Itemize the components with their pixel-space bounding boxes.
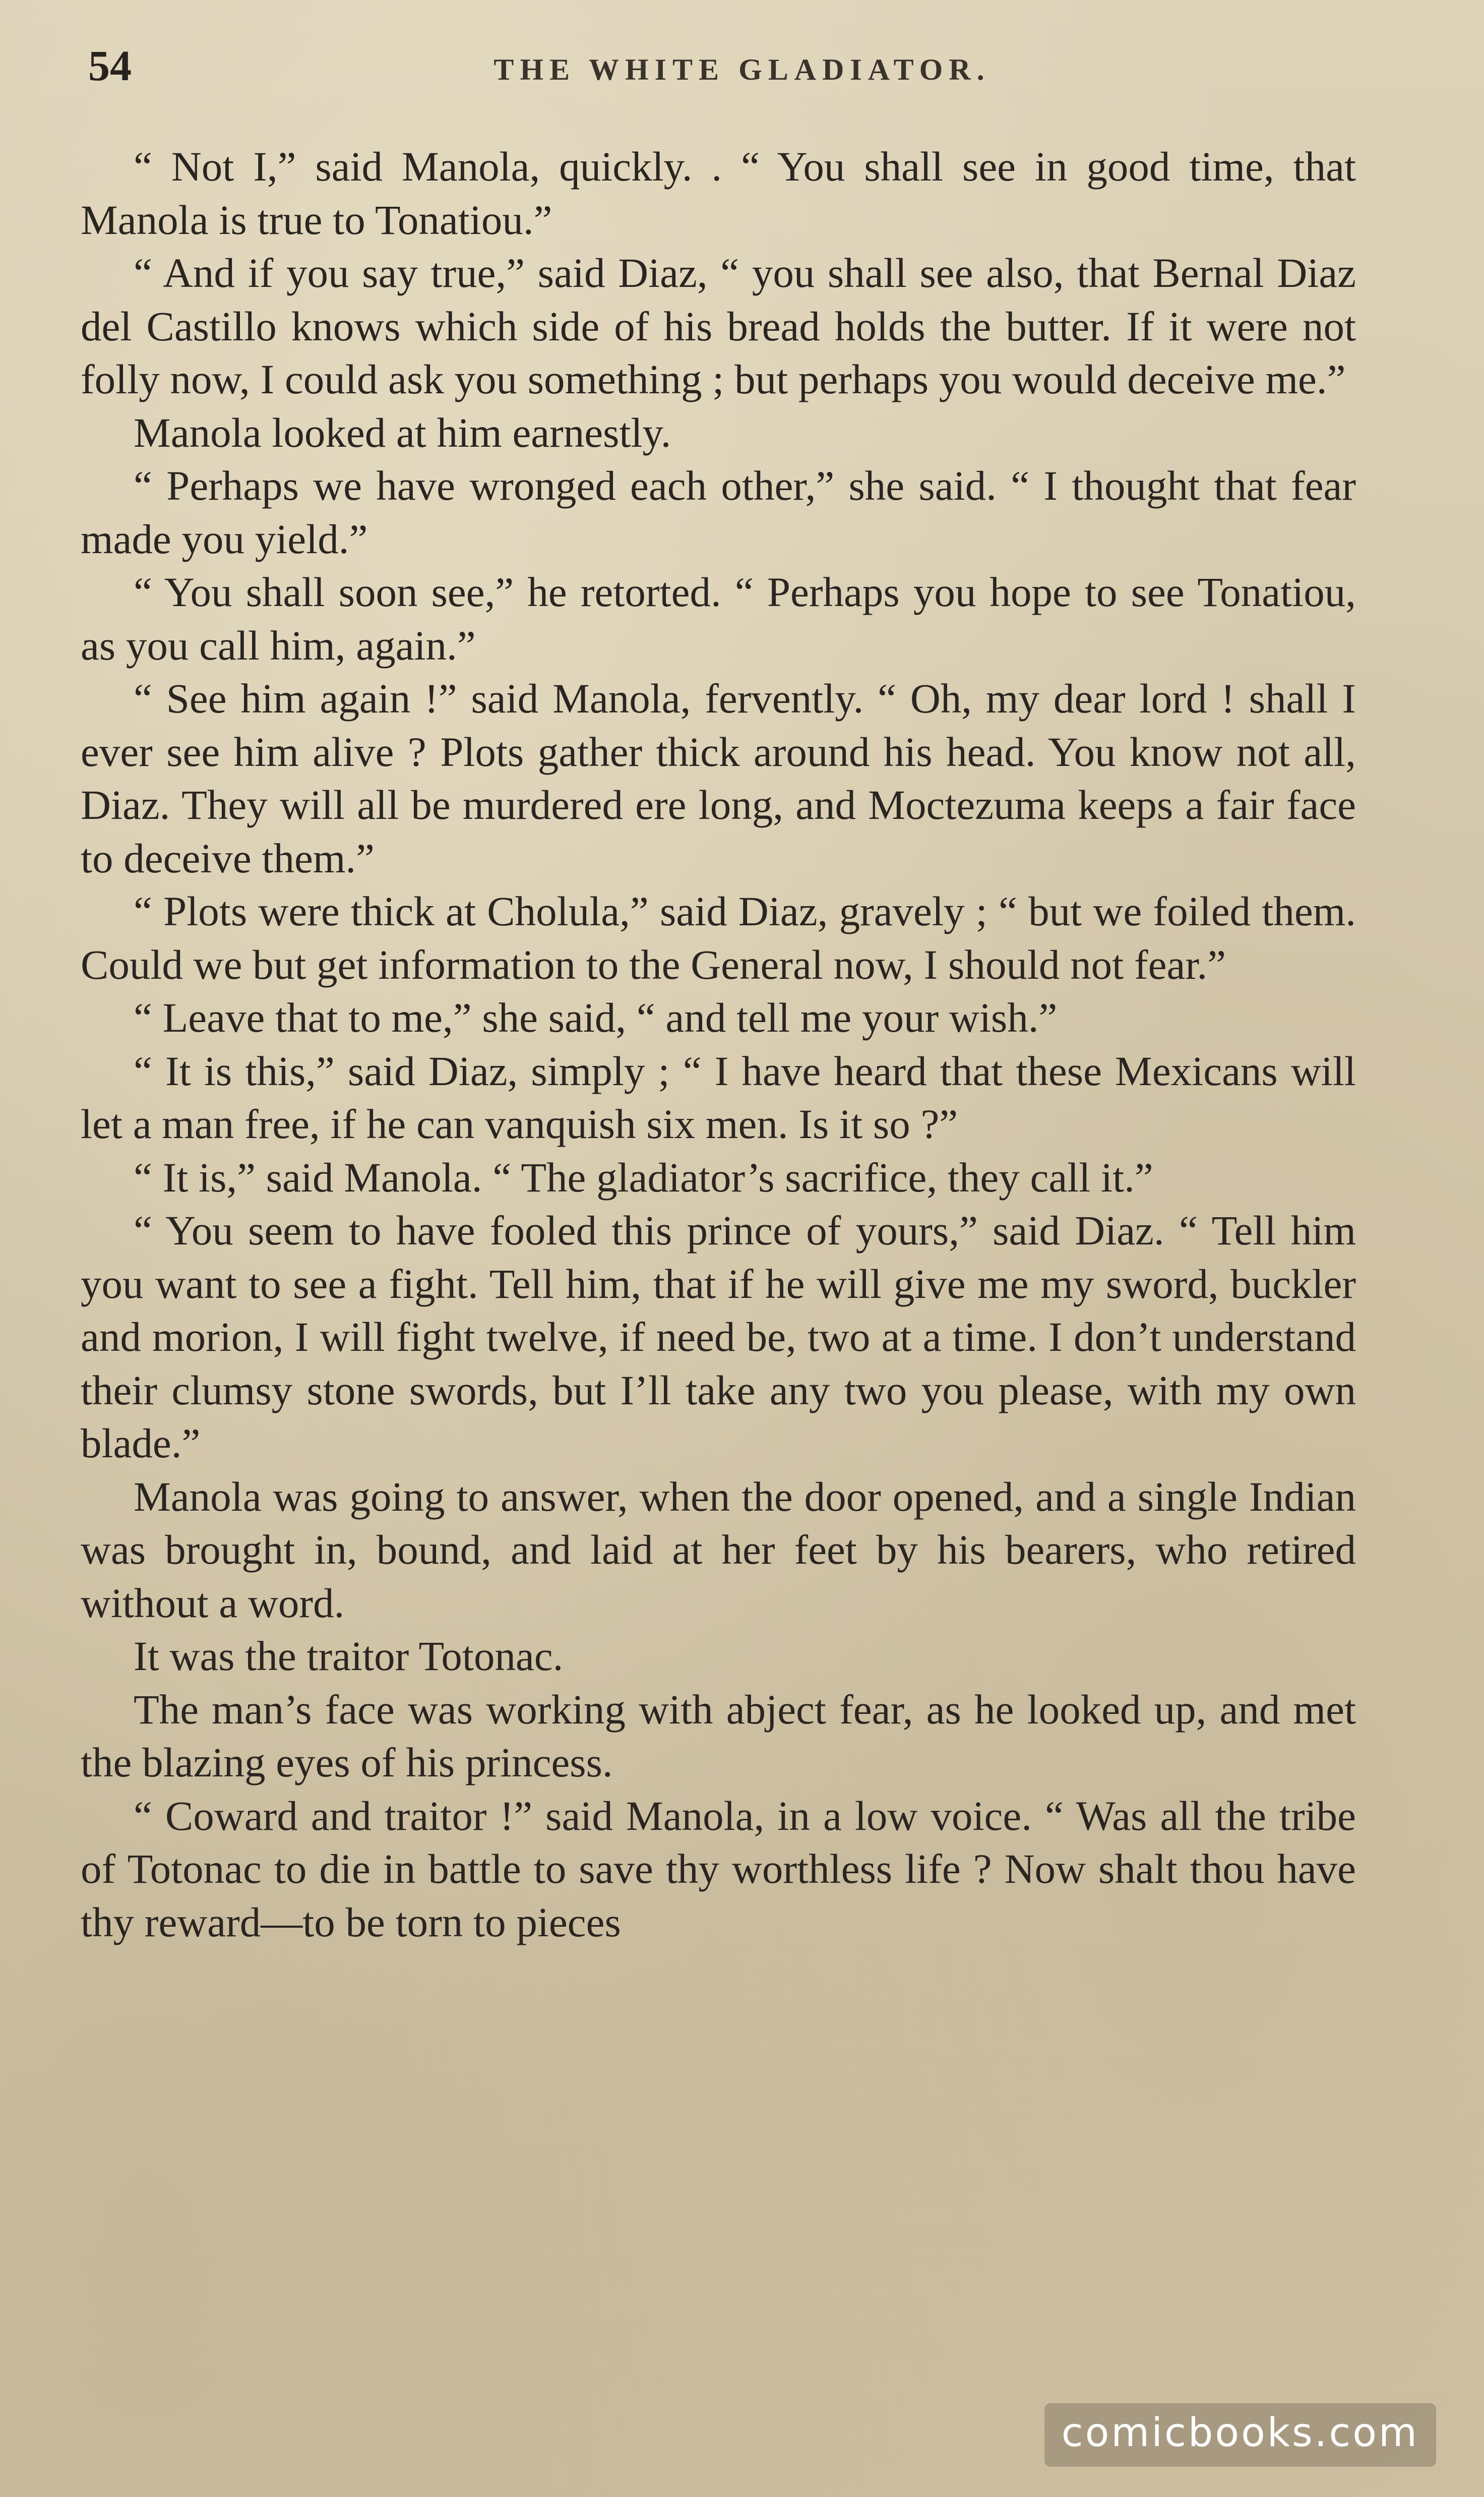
paragraph: “ Coward and traitor !” said Manola, in a low voice. “ Was all the tribe of Totonac to die in battle to save thy worthless life ? Now shalt thou have thy reward—to be torn to pieces: [81, 1792, 1356, 1945]
paragraph: “ Leave that to me,” she said, “ and tell me your wish.”: [134, 994, 1058, 1041]
body-text: [81, 140, 1356, 1949]
paragraph: The man’s face was working with abject fear, as he looked up, and met the blazing eyes of his princess.: [81, 1686, 1356, 1786]
paragraph: “ See him again !” said Manola, fervently. “ Oh, my dear lord ! shall I ever see him alive ? Plots gather thick around his head. You know not all, Diaz. They will all be murdered ere long, and Moctezuma keeps a fair face to deceive them.”: [81, 675, 1356, 881]
running-head: THE WHITE GLADIATOR.: [493, 53, 991, 86]
paragraph: “ You seem to have fooled this prince of yours,” said Diaz. “ Tell him you want to see a fight. Tell him, that if he will give me my sword, buckler and morion, I will fight twelve, if need be, two at a time. I don’t understand their clumsy stone swords, but I’ll take any two you please, with my own blade.”: [81, 1207, 1356, 1466]
paragraph: “ Perhaps we have wronged each other,” she said. “ I thought that fear made you yield.”: [81, 462, 1356, 562]
watermark: comicbooks.com: [1044, 2403, 1436, 2467]
page-header: [0, 35, 1484, 101]
paragraph: It was the traitor Totonac.: [134, 1633, 564, 1679]
page-number: 54: [88, 41, 132, 90]
paragraph: “ You shall soon see,” he retorted. “ Perhaps you hope to see Tonatiou, as you call him, again.”: [81, 569, 1356, 669]
paragraph: Manola looked at him earnestly.: [134, 409, 671, 456]
paragraph: “ And if you say true,” said Diaz, “ you shall see also, that Bernal Diaz del Castillo knows which side of his bread holds the butter. If it were not folly now, I could ask you something ; but perhaps you would deceive me.”: [81, 250, 1356, 402]
paragraph: “ Not I,” said Manola, quickly. . “ You shall see in good time, that Manola is true to Tonatiou.”: [81, 143, 1356, 243]
paragraph: Manola was going to answer, when the door opened, and a single Indian was brought in, bound, and laid at her feet by his bearers, who retired without a word.: [81, 1473, 1356, 1626]
paragraph: “ It is this,” said Diaz, simply ; “ I have heard that these Mexicans will let a man free, if he can vanquish six men. Is it so ?”: [81, 1047, 1356, 1147]
paragraph: “ It is,” said Manola. “ The gladiator’s sacrifice, they call it.”: [134, 1154, 1153, 1201]
paragraph: “ Plots were thick at Cholula,” said Diaz, gravely ; “ but we foiled them. Could we but get information to the General now, I should not fear.”: [81, 888, 1356, 988]
